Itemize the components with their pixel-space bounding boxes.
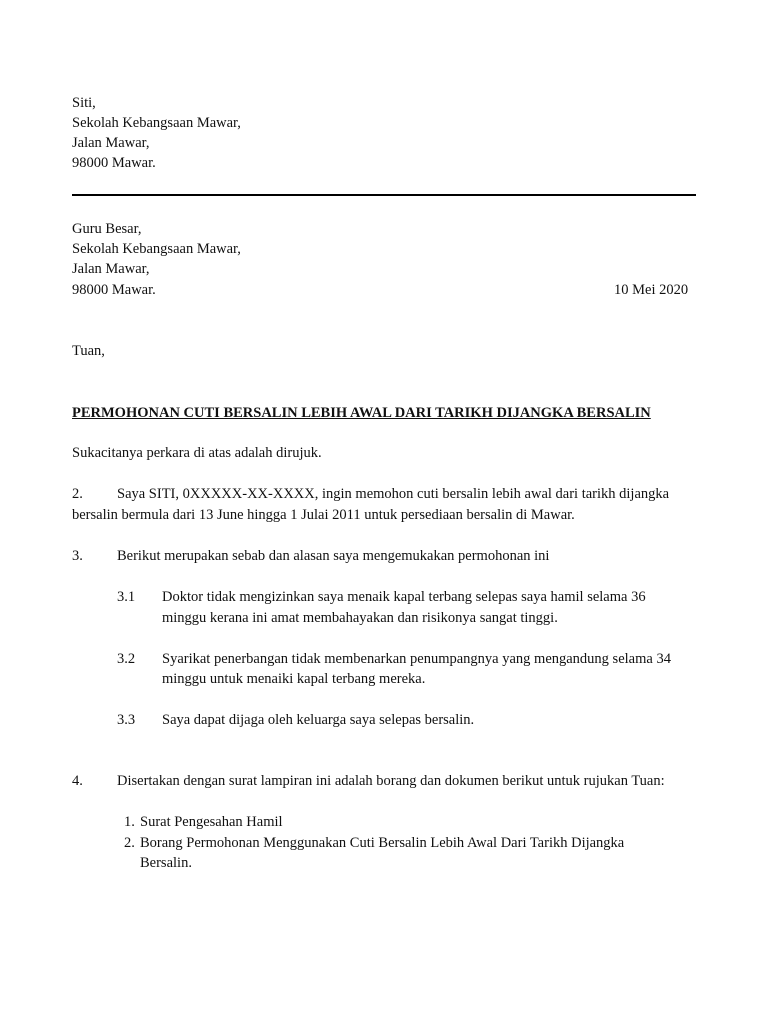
paragraph-number: 3. xyxy=(72,548,83,564)
paragraph-line: Disertakan dengan surat lampiran ini adalah borang dan dokumen berikut untuk rujukan Tuan: xyxy=(117,773,665,789)
paragraph-number: 4. xyxy=(72,773,83,789)
attachment-line: Surat Pengesahan Hamil xyxy=(140,814,283,830)
attachment-line: Bersalin. xyxy=(140,855,192,871)
paragraph-line: Berikut merupakan sebab dan alasan saya mengemukakan permohonan ini xyxy=(117,548,550,564)
sender-school: Sekolah Kebangsaan Mawar, xyxy=(72,115,241,131)
subject-heading: PERMOHONAN CUTI BERSALIN LEBIH AWAL DARI TARIKH DIJANGKA BERSALIN xyxy=(72,405,651,421)
reason-line: Saya dapat dijaga oleh keluarga saya selepas bersalin. xyxy=(162,712,475,728)
paragraph-line: Saya SITI, 0XXXXX-XX-XXXX, ingin memohon cuti bersalin lebih awal dari tarikh dijangka xyxy=(117,486,670,502)
attachment-line: Borang Permohonan Menggunakan Cuti Bersalin Lebih Awal Dari Tarikh Dijangka xyxy=(140,835,625,851)
attachment-number: 2. xyxy=(124,835,135,851)
paragraph-line: bersalin bermula dari 13 June hingga 1 Julai 2011 untuk persediaan bersalin di Mawar. xyxy=(72,507,575,523)
reason-line: minggu untuk menaiki kapal terbang mereka. xyxy=(162,671,426,687)
reason-number: 3.1 xyxy=(117,589,136,605)
recipient-title: Guru Besar, xyxy=(72,221,142,237)
letter-date: 10 Mei 2020 xyxy=(614,282,689,298)
sender-street: Jalan Mawar, xyxy=(72,135,150,151)
recipient-school: Sekolah Kebangsaan Mawar, xyxy=(72,241,241,257)
sender-name: Siti, xyxy=(72,95,96,111)
reason-line: minggu kerana ini amat membahayakan dan risikonya sangat tinggi. xyxy=(162,610,558,626)
reason-number: 3.2 xyxy=(117,651,136,667)
sender-postcode: 98000 Mawar. xyxy=(72,155,156,171)
header-divider xyxy=(72,194,696,196)
recipient-street: Jalan Mawar, xyxy=(72,261,150,277)
reason-line: Doktor tidak mengizinkan saya menaik kapal terbang selepas saya hamil selama 36 xyxy=(162,589,646,605)
reason-line: Syarikat penerbangan tidak membenarkan penumpangnya yang mengandung selama 34 xyxy=(162,651,671,667)
recipient-postcode: 98000 Mawar. xyxy=(72,282,156,298)
salutation: Tuan, xyxy=(72,343,105,359)
reason-number: 3.3 xyxy=(117,712,136,728)
paragraph-number: 2. xyxy=(72,486,83,502)
attachment-number: 1. xyxy=(124,814,135,830)
opening-line: Sukacitanya perkara di atas adalah dirujuk. xyxy=(72,445,322,461)
